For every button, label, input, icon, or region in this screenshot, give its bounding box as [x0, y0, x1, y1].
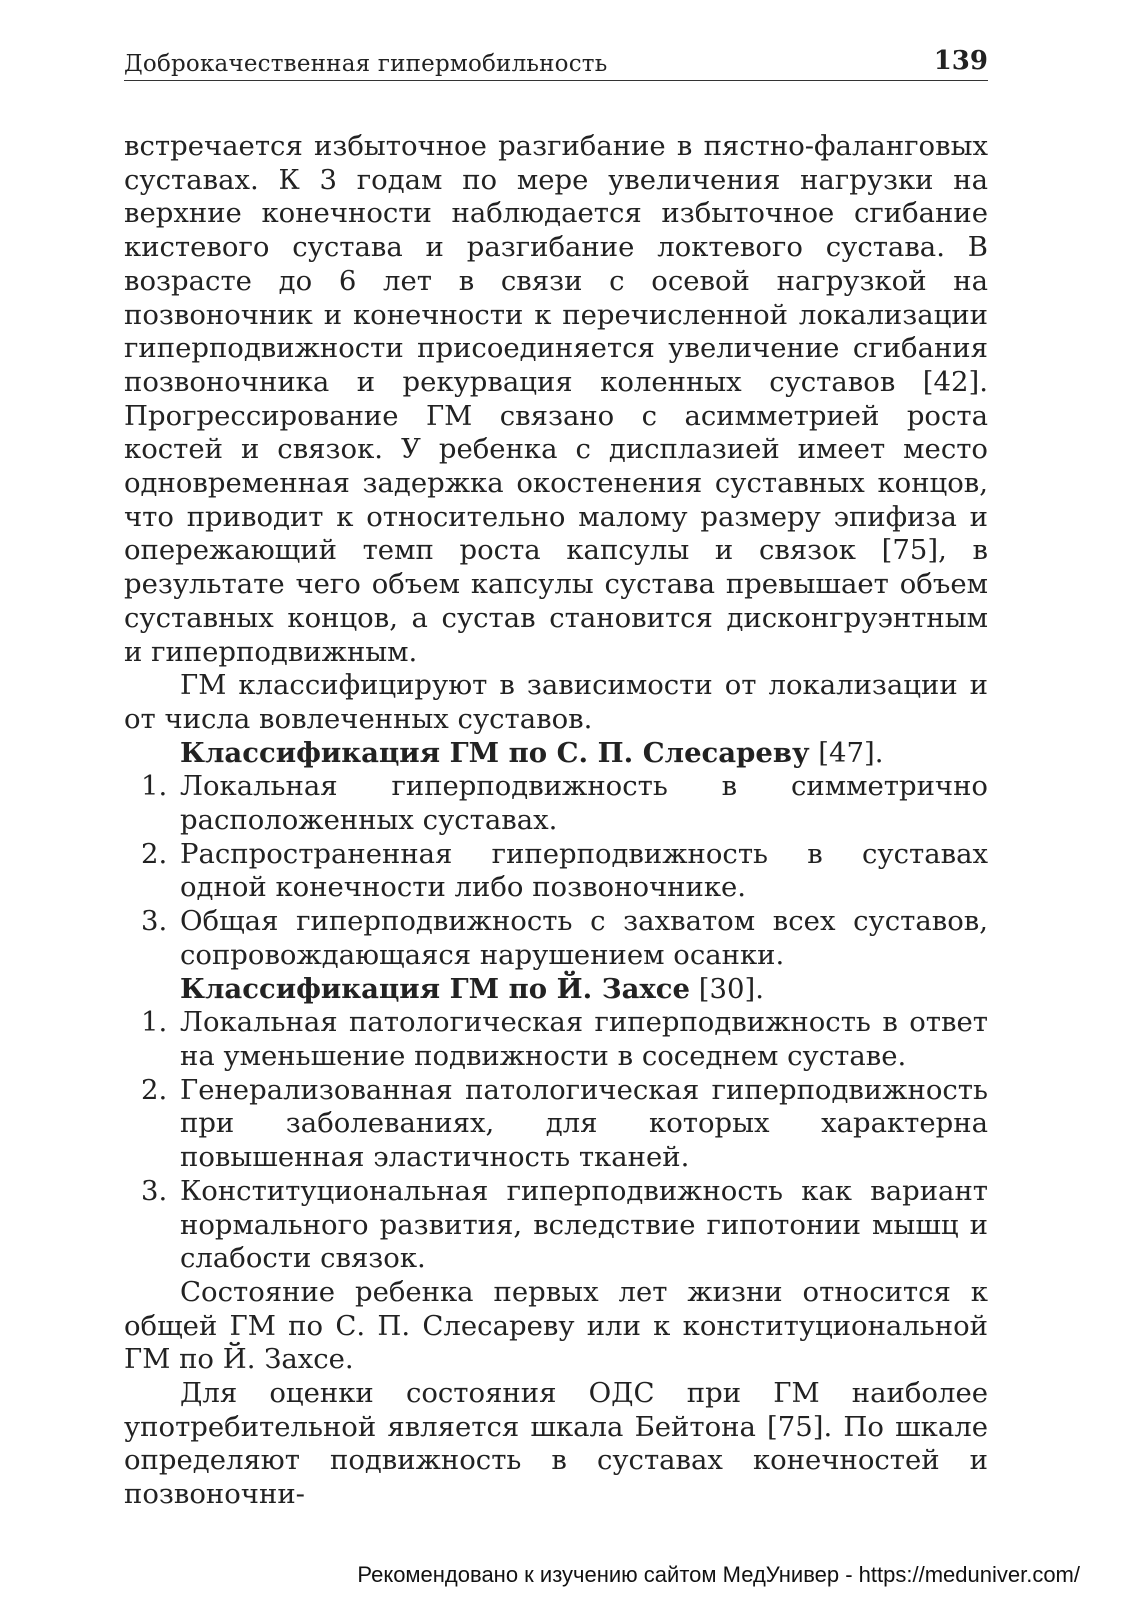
- list-item-text: Локальная гиперподвижность в симметрично расположенных суставах.: [180, 770, 988, 837]
- classification-1-heading: [124, 737, 988, 771]
- list-item-text: Конституциональная гиперподвижность как вариант нормального развития, вследствие гипотонии мышц и слабости связок.: [180, 1174, 988, 1275]
- page-number: 139: [933, 46, 988, 76]
- list-item-text: Генерализованная патологическая гиперподвижность при заболеваниях, для которых характерна повышенная эластичность тканей.: [180, 1073, 988, 1174]
- list-item-text: Общая гиперподвижность с захватом всех суставов, сопровождающаяся нарушением осанки.: [180, 905, 988, 971]
- classification-2-ref: [30].: [690, 972, 764, 1005]
- list-item-text: Локальная патологическая гиперподвижность в ответ на уменьшение подвижности в соседнем суставе.: [180, 1006, 988, 1072]
- list-item: [124, 1175, 988, 1276]
- classification-2-title: Классификация ГМ по Й. Захсе: [180, 972, 691, 1005]
- list-item-number: 3.: [141, 1174, 168, 1207]
- list-item-number: 2.: [141, 1073, 168, 1106]
- list-item: [124, 770, 988, 837]
- running-title: Доброкачественная гипермобильность: [124, 51, 608, 77]
- running-header: [124, 46, 988, 81]
- list-item-number: 3.: [141, 905, 168, 938]
- paragraph-2: ГМ классифицируют в зависимости от локализации и от числа вовлеченных суставов.: [124, 669, 988, 735]
- body-text: [124, 130, 988, 1512]
- paragraph-4: Для оценки состояния ОДС при ГМ наиболее употребительной является шкала Бейтона [75]. По шкале определяют подвижность в суставах конечностей и позвоночни-: [124, 1377, 988, 1511]
- classification-2-heading: [124, 973, 988, 1007]
- classification-1-title: Классификация ГМ по С. П. Слесареву: [180, 736, 810, 769]
- paragraph-1: встречается избыточное разгибание в пястно-фаланговых суставах. К 3 годам по мере увеличения нагрузки на верхние конечности наблюдается избыточное сгибание кистевого сустава и разгибание локтевого сустава. В возрасте до 6 лет в связи с осевой нагрузкой на позвоночник и конечности к перечисленной локализации гиперподвижности присоединяется увеличение сгибания позвоночника и рекурвация коленных суставов [42]. Прогрессирование ГМ связано с асимметрией роста костей и связок. У ребенка с дисплазией имеет место одновременная задержка окостенения суставных концов, что приводит к относительно малому размеру эпифиза и опережающий темп роста капсулы и связок [75], в результате чего объем капсулы сустава превышает объем суставных концов, а сустав становится дисконгруэнтным и гиперподвижным.: [124, 130, 988, 668]
- paragraph-3: Состояние ребенка первых лет жизни относится к общей ГМ по С. П. Слесареву или к конституциональной ГМ по Й. Захсе.: [124, 1275, 988, 1376]
- list-item: [124, 905, 988, 972]
- list-item-number: 2.: [141, 837, 168, 870]
- classification-1-ref: [47].: [809, 736, 884, 769]
- list-item: [124, 838, 988, 905]
- list-item-number: 1.: [141, 770, 168, 803]
- list-item-text: Распространенная гиперподвижность в суставах одной конечности либо позвоночнике.: [180, 837, 988, 904]
- list-item: [124, 1006, 988, 1073]
- list-item-number: 1.: [141, 1006, 168, 1039]
- footer-watermark: Рекомендовано к изучению сайтом МедУнивер - https://meduniver.com/: [357, 1562, 1080, 1587]
- list-item: [124, 1074, 988, 1175]
